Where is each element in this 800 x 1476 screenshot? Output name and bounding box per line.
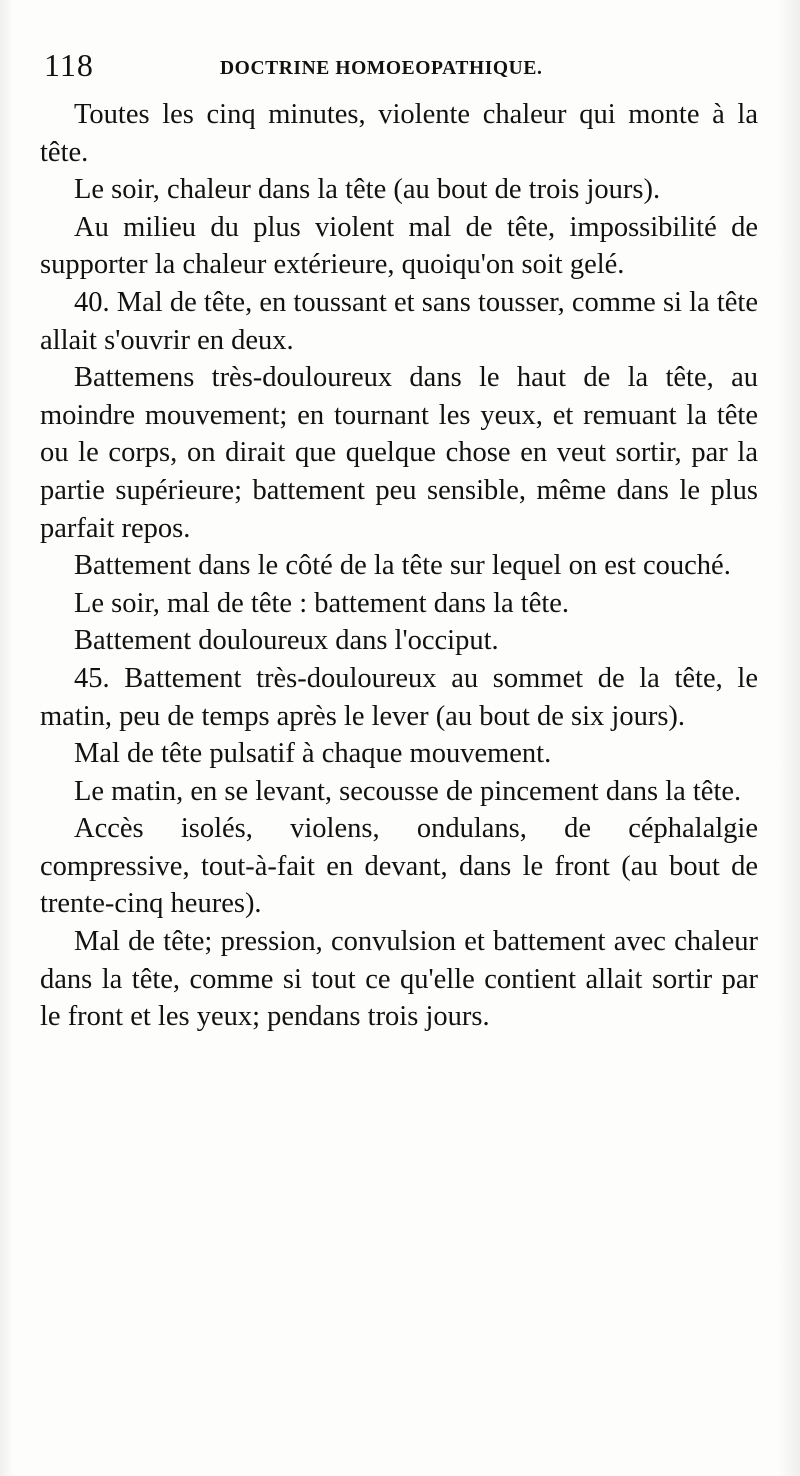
paragraph: Le soir, mal de tête : battement dans la tête. [74, 587, 570, 619]
paragraph: Battemens très-douloureux dans le haut de la tête, au moindre mouvement; en tournant les yeux, et remuant la tête ou le corps, on dirait que quelque chose en veut sortir, par la partie supérieure; battement peu sensible, même dans le plus parfait repos. [40, 362, 758, 544]
paragraph: Toutes les cinq minutes, violente chaleur qui monte à la tête. [40, 99, 758, 168]
paragraph: Accès isolés, violens, ondulans, de céphalalgie compressive, tout-à-fait en devant, dans le front (au bout de trente-cinq heures). [40, 813, 758, 920]
paragraph: Au milieu du plus violent mal de tête, impossibilité de supporter la chaleur extérieure, quoiqu'on soit gelé. [40, 211, 758, 281]
paragraph: Le matin, en se levant, secousse de pincement dans la tête. [74, 775, 742, 807]
running-head: DOCTRINE HOMOEOPATHIQUE. [220, 58, 543, 79]
page-right-shadow [778, 0, 800, 1476]
paragraph: Mal de tête pulsatif à chaque mouvement. [74, 738, 552, 770]
paragraph: Le soir, chaleur dans la tête (au bout de trois jours). [74, 174, 661, 206]
page-header [44, 47, 760, 87]
page-left-shadow [0, 0, 14, 1476]
paragraph: Battement dans le côté de la tête sur lequel on est couché. [74, 550, 731, 582]
body-text [40, 96, 758, 1036]
paragraph: 40. Mal de tête, en toussant et sans tousser, comme si la tête allait s'ouvrir en deux. [40, 286, 758, 356]
paragraph: 45. Battement très-douloureux au sommet de la tête, le matin, peu de temps après le lever (au bout de six jours). [40, 662, 758, 732]
paragraph: Battement douloureux dans l'occiput. [74, 625, 499, 657]
page-number: 118 [44, 47, 94, 83]
paragraph: Mal de tête; pression, convulsion et battement avec chaleur dans la tête, comme si tout ce qu'elle contient allait sortir par le front et les yeux; pendans trois jours. [40, 926, 758, 1033]
